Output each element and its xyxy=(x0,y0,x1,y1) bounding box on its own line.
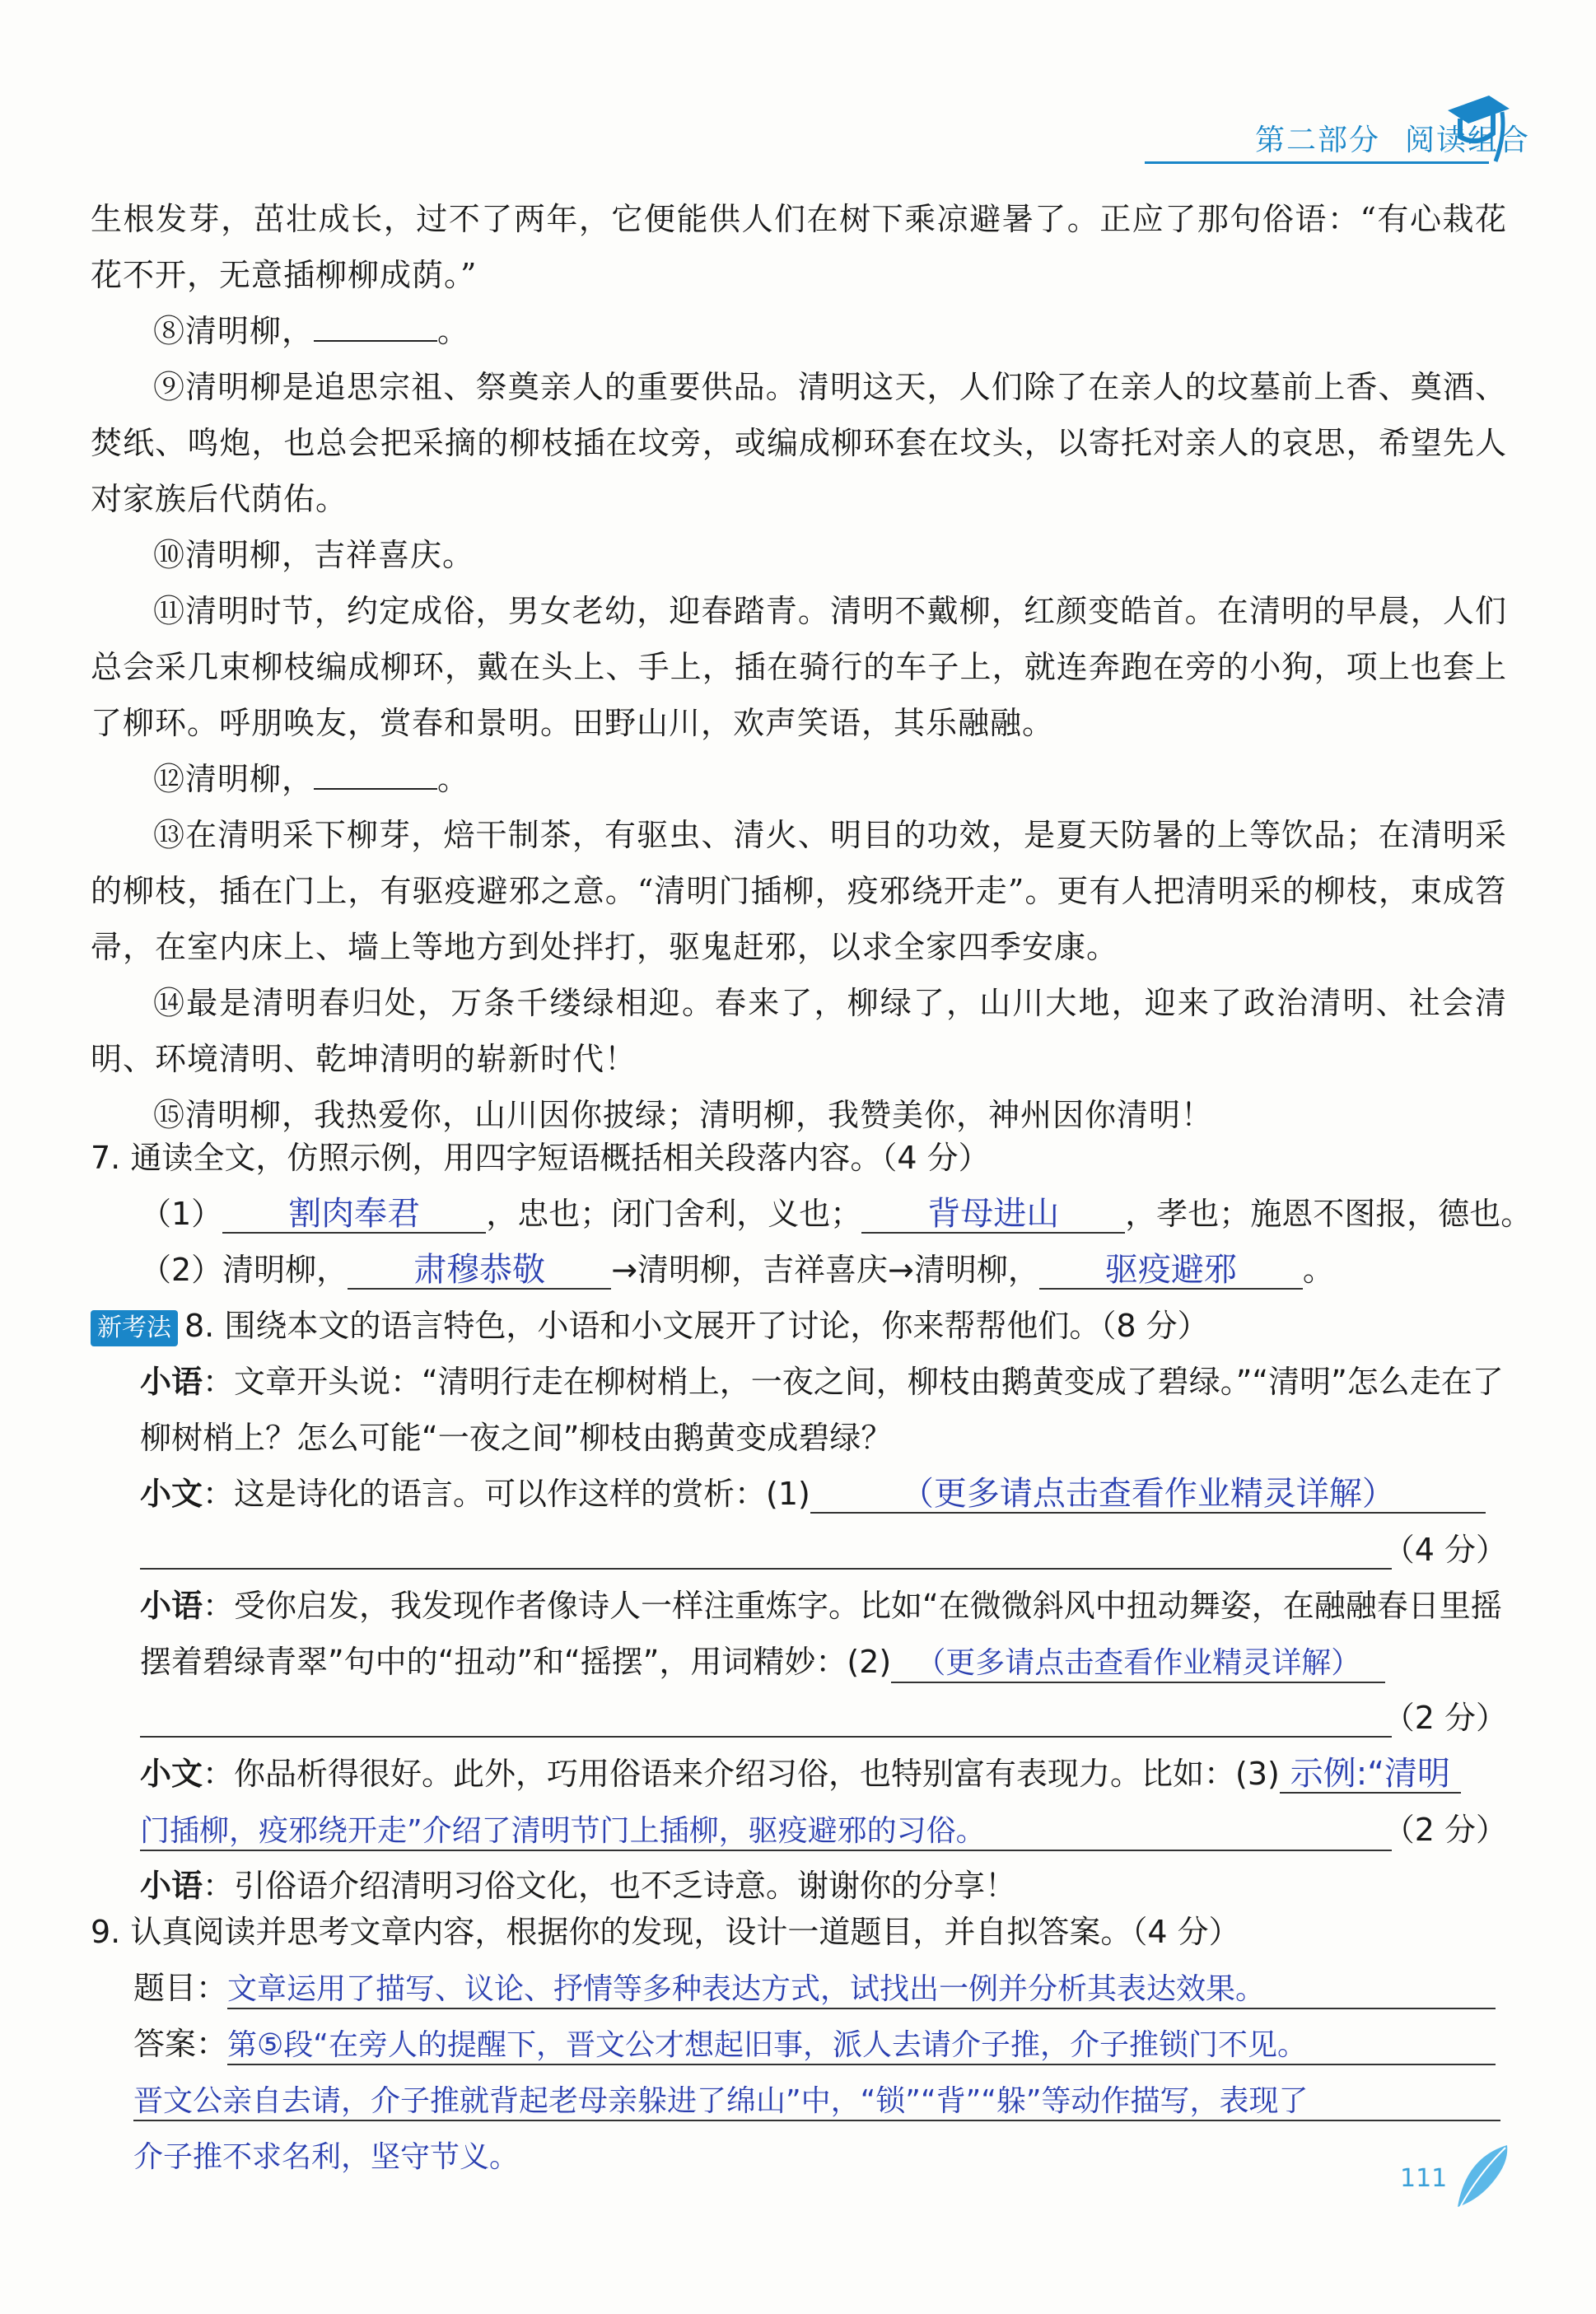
fill-blank[interactable] xyxy=(314,763,437,790)
passage-paragraph: ⑬在清明采下柳芽，焙干制茶，有驱虫、清火、明目的功效，是夏天防暑的上等饮品；在清明采的柳枝，插在门上，有驱疫避邪之意。“清明门插柳，疫邪绕开走”。更有人把清明采的柳枝，束成笤帚，在室内床上、墙上等地方到处拌打，驱鬼赶邪，以求全家四季安康。 xyxy=(91,817,1507,965)
page-number: 111 xyxy=(1400,2164,1448,2193)
answer-blank-line[interactable] xyxy=(140,1532,1392,1570)
q8-answer-2-line: （2 分） xyxy=(140,1690,1507,1746)
q8-answer-2[interactable]: （更多请点击查看作业精灵详解） xyxy=(891,1645,1385,1683)
q9-answer-line-1[interactable]: 第⑤段“在旁人的提醒下，晋文公才想起旧事，派人去请介子推，介子推锁门不见。 xyxy=(227,2027,1496,2065)
dialogue-xiaowen-1: 小文：这是诗化的语言。可以作这样的赏析：(1) （更多请点击查看作业精灵详解） xyxy=(140,1466,1507,1522)
question-9 xyxy=(91,1904,1507,2186)
header-divider xyxy=(1145,161,1489,164)
q8-answer-1-line: （4 分） xyxy=(140,1522,1507,1578)
q9-answer-line-2[interactable]: 晋文公亲自去请，介子推就背起老母亲躲进了绵山”中，“锁”“背”“躲”等动作描写，表现了 xyxy=(133,2083,1500,2121)
question-7 xyxy=(91,1130,1533,1298)
header-section: 阅读组合 xyxy=(1404,124,1530,157)
passage-paragraph: ⑫清明柳， 。 xyxy=(153,761,470,797)
answer-blank-line[interactable] xyxy=(140,1700,1392,1738)
q8-title: 新考法 8. 围绕本文的语言特色，小语和小文展开了讨论，你来帮帮他们。（8 分） xyxy=(91,1298,1507,1354)
graduation-cap-icon xyxy=(1431,86,1514,168)
passage xyxy=(91,191,1507,1143)
q7-answer-4[interactable]: 驱疫避邪 xyxy=(1039,1252,1303,1290)
q9-title: 9. 认真阅读并思考文章内容，根据你的发现，设计一道题目，并自拟答案。（4 分） xyxy=(91,1914,1240,1950)
question-8 xyxy=(91,1298,1507,1914)
q7-line-1: （1） 割肉奉君 ，忠也；闭门舍利，义也； 背母进山 ，孝也；施恩不图报，德也。 xyxy=(140,1195,1533,1233)
passage-paragraph: ⑮清明柳，我热爱你，山川因你披绿；清明柳，我赞美你，神州因你清明！ xyxy=(153,1097,1214,1133)
dialogue-xiaoyu-1: 小语：文章开头说：“清明行走在柳树梢上，一夜之间，柳枝由鹅黄变成了碧绿。”“清明”怎么走在了柳树梢上？怎么可能“一夜之间”柳枝由鹅黄变成碧绿？ xyxy=(140,1364,1504,1456)
passage-paragraph: ⑨清明柳是追思宗祖、祭奠亲人的重要供品。清明这天，人们除了在亲人的坟墓前上香、奠酒、焚纸、鸣炮，也总会把采摘的柳枝插在坟旁，或编成柳环套在坟头，以寄托对亲人的哀思，希望先人对家族后代荫佑。 xyxy=(91,369,1507,517)
passage-paragraph: ⑧清明柳， 。 xyxy=(153,313,470,349)
fill-blank[interactable] xyxy=(314,315,437,342)
passage-paragraph: 生根发芽，茁壮成长，过不了两年，它便能供人们在树下乘凉避暑了。正应了那句俗语：“有心栽花花不开，无意插柳柳成荫。” xyxy=(91,201,1507,293)
q8-answer-3-line: 门插柳，疫邪绕开走”介绍了清明节门上插柳，驱疫避邪的习俗。 （2 分） xyxy=(140,1802,1507,1858)
q9-answer-line-3: 介子推不求名利，坚守节义。 xyxy=(133,2140,520,2174)
q9-answer-cont xyxy=(133,2072,1507,2128)
passage-paragraph: ⑩清明柳，吉祥喜庆。 xyxy=(153,537,475,573)
q7-answer-2[interactable]: 背母进山 xyxy=(861,1196,1125,1234)
header-part: 第二部分 xyxy=(1254,124,1380,157)
q8-answer-3b[interactable]: 门插柳，疫邪绕开走”介绍了清明节门上插柳，驱疫避邪的习俗。 xyxy=(140,1813,1392,1851)
q7-title: 7. 通读全文，仿照示例，用四字短语概括相关段落内容。（4 分） xyxy=(91,1140,990,1176)
passage-paragraph: ⑭最是清明春归处，万条千缕绿相迎。春来了，柳绿了，山川大地，迎来了政治清明、社会清明、环境清明、乾坤清明的崭新时代！ xyxy=(91,985,1507,1077)
passage-paragraph: ⑪清明时节，约定成俗，男女老幼，迎春踏青。清明不戴柳，红颜变皓首。在清明的早晨，人们总会采几束柳枝编成柳环，戴在头上、手上，插在骑行的车子上，就连奔跑在旁的小狗，项上也套上了柳环。呼朋唤友，赏春和景明。田野山川，欢声笑语，其乐融融。 xyxy=(91,593,1507,741)
q8-answer-3a[interactable]: 示例:“清明 xyxy=(1280,1756,1461,1794)
feather-icon xyxy=(1449,2141,1515,2215)
new-exam-badge: 新考法 xyxy=(91,1310,178,1346)
dialogue-xiaoyu-3: 小语：引俗语介绍清明习俗文化，也不乏诗意。谢谢你的分享！ xyxy=(140,1868,1017,1904)
dialogue-xiaoyu-2: 小语：受你启发，我发现作者像诗人一样注重炼字。比如“在微微斜风中扭动舞姿，在融融春日里摇摆着碧绿青翠”句中的“扭动”和“摇摆”，用词精妙：(2) （更多请点击查看作业精灵详解） xyxy=(140,1578,1507,1690)
q9-answer-cont xyxy=(133,2128,1507,2186)
q7-line-2: （2）清明柳， 肃穆恭敬 →清明柳，吉祥喜庆→清明柳， 驱疫避邪 。 xyxy=(140,1251,1334,1289)
page-header xyxy=(0,0,1596,165)
q7-answer-3[interactable]: 肃穆恭敬 xyxy=(348,1252,611,1290)
q9-topic: 题目：文章运用了描写、议论、抒情等多种表达方式，试找出一例并分析其表达效果。 xyxy=(133,1960,1507,2016)
q9-answer: 答案：第⑤段“在旁人的提醒下，晋文公才想起旧事，派人去请介子推，介子推锁门不见。 xyxy=(133,2016,1507,2072)
q7-answer-1[interactable]: 割肉奉君 xyxy=(222,1196,486,1234)
q9-topic-answer[interactable]: 文章运用了描写、议论、抒情等多种表达方式，试找出一例并分析其表达效果。 xyxy=(227,1971,1496,2009)
q8-answer-1[interactable]: （更多请点击查看作业精灵详解） xyxy=(810,1476,1486,1514)
dialogue-xiaowen-2: 小文：你品析得很好。此外，巧用俗语来介绍习俗，也特别富有表现力。比如：(3) 示例:“清明 xyxy=(140,1746,1507,1802)
